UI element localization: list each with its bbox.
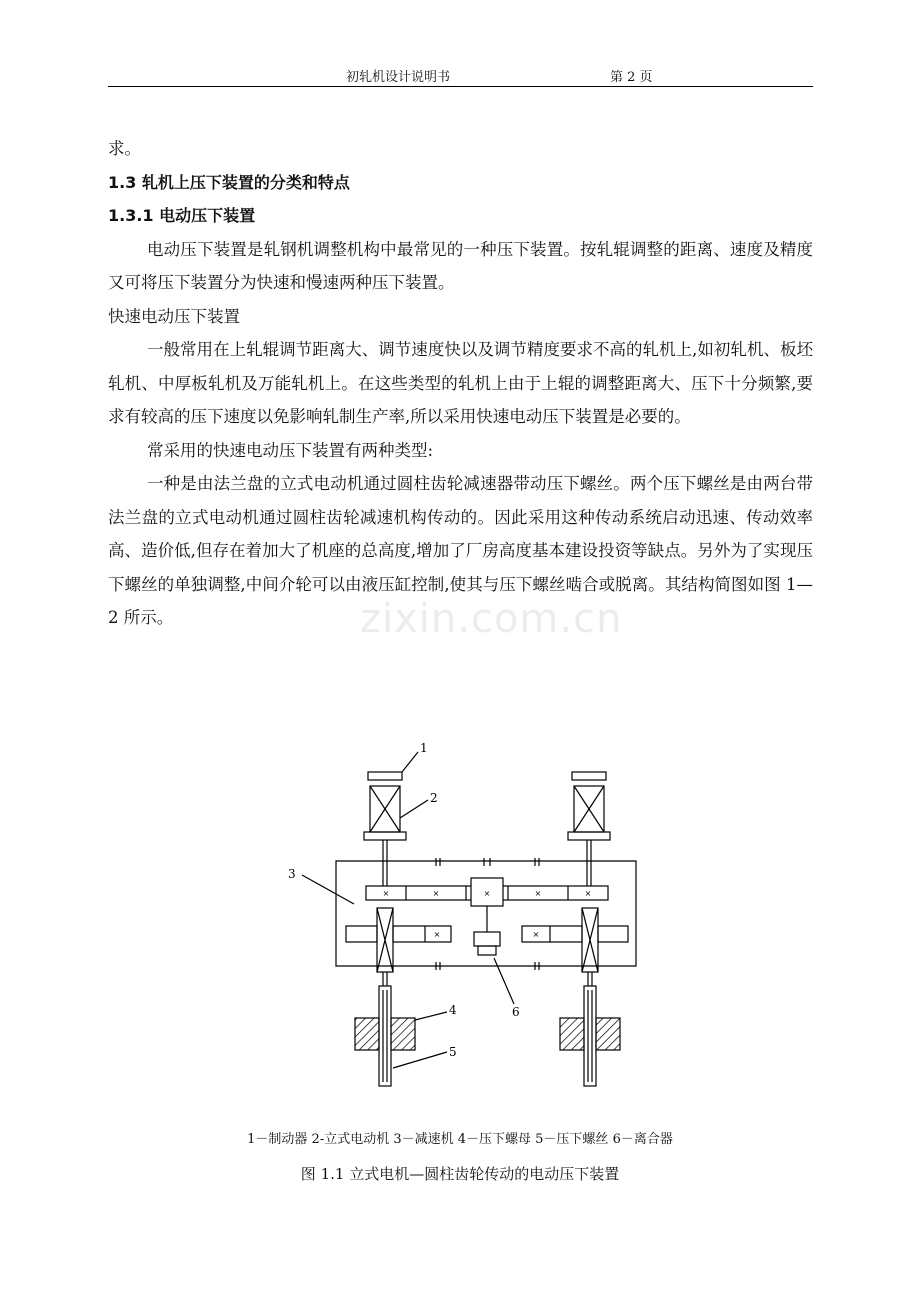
nut-right — [560, 1018, 584, 1050]
paragraph: 常采用的快速电动压下装置有两种类型: — [147, 440, 434, 460]
fig-label-4: 4 — [449, 1003, 457, 1017]
paragraph-continuation: 求。 — [108, 139, 141, 158]
section-heading: 1.3 轧机上压下装置的分类和特点 — [108, 172, 350, 192]
header-page-number: 第 2 页 — [610, 70, 653, 85]
fig-label-6: 6 — [512, 1005, 520, 1019]
gear-mark: × — [584, 889, 592, 898]
gear-mark: × — [532, 930, 540, 939]
paragraph: 一种是由法兰盘的立式电动机通过圆柱齿轮减速器带动压下螺丝。两个压下螺丝是由两台带法兰盘的立式电动机通过圆柱齿轮减速机构传动的。因此采用这种传动系统启动迅速、传动效率高、造价低,但存在着加大了机座的总高度,增加了厂房高度基本建设投资等缺点。另外为了实现压下螺丝的单独调整,中间介轮可以由液压缸控制,使其与压下螺丝啮合或脱离。其结构简图如图 1—2 所示。 — [108, 474, 813, 627]
figure-legend: 1－制动器 2-立式电动机 3－减速机 4－压下螺母 5－压下螺丝 6－离合器 — [247, 1132, 673, 1147]
gear-mark: × — [433, 930, 441, 939]
gear-mark: × — [483, 889, 491, 898]
watermark: zixin.com.cn — [360, 596, 623, 642]
nut-left — [355, 1018, 379, 1050]
fig-label-3: 3 — [288, 867, 296, 881]
clutch — [474, 932, 500, 946]
fig-label-1: 1 — [420, 741, 428, 755]
gear-mark: × — [534, 889, 542, 898]
brake-right — [572, 772, 606, 780]
screw-left — [379, 986, 391, 1086]
subsection-heading: 1.3.1 电动压下装置 — [108, 206, 256, 225]
page-header — [108, 60, 813, 87]
gear-mark: × — [432, 889, 440, 898]
fig-label-2: 2 — [430, 791, 438, 805]
fig-label-5: 5 — [449, 1045, 457, 1059]
paragraph: 一般常用在上轧辊调节距离大、调节速度快以及调节精度要求不高的轧机上,如初轧机、板坯轧机、中厚板轧机及万能轧机上。在这些类型的轧机上由于上辊的调整距离大、压下十分频繁,要求有较高的压下速度以免影响轧制生产率,所以采用快速电动压下装置是必要的。 — [108, 340, 813, 426]
gear-mark: × — [382, 889, 390, 898]
mechanism-diagram — [290, 735, 650, 1095]
screw-right — [584, 986, 596, 1086]
paragraph: 电动压下装置是轧钢机调整机构中最常见的一种压下装置。按轧辊调整的距离、速度及精度又可将压下装置分为快速和慢速两种压下装置。 — [108, 239, 813, 292]
figure-caption: 图 1.1 立式电机—圆柱齿轮传动的电动压下装置 — [300, 1165, 620, 1183]
paragraph-subtitle: 快速电动压下装置 — [108, 306, 240, 326]
document-body — [108, 132, 813, 635]
brake-left — [368, 772, 402, 780]
header-title: 初轧机设计说明书 — [346, 70, 451, 85]
